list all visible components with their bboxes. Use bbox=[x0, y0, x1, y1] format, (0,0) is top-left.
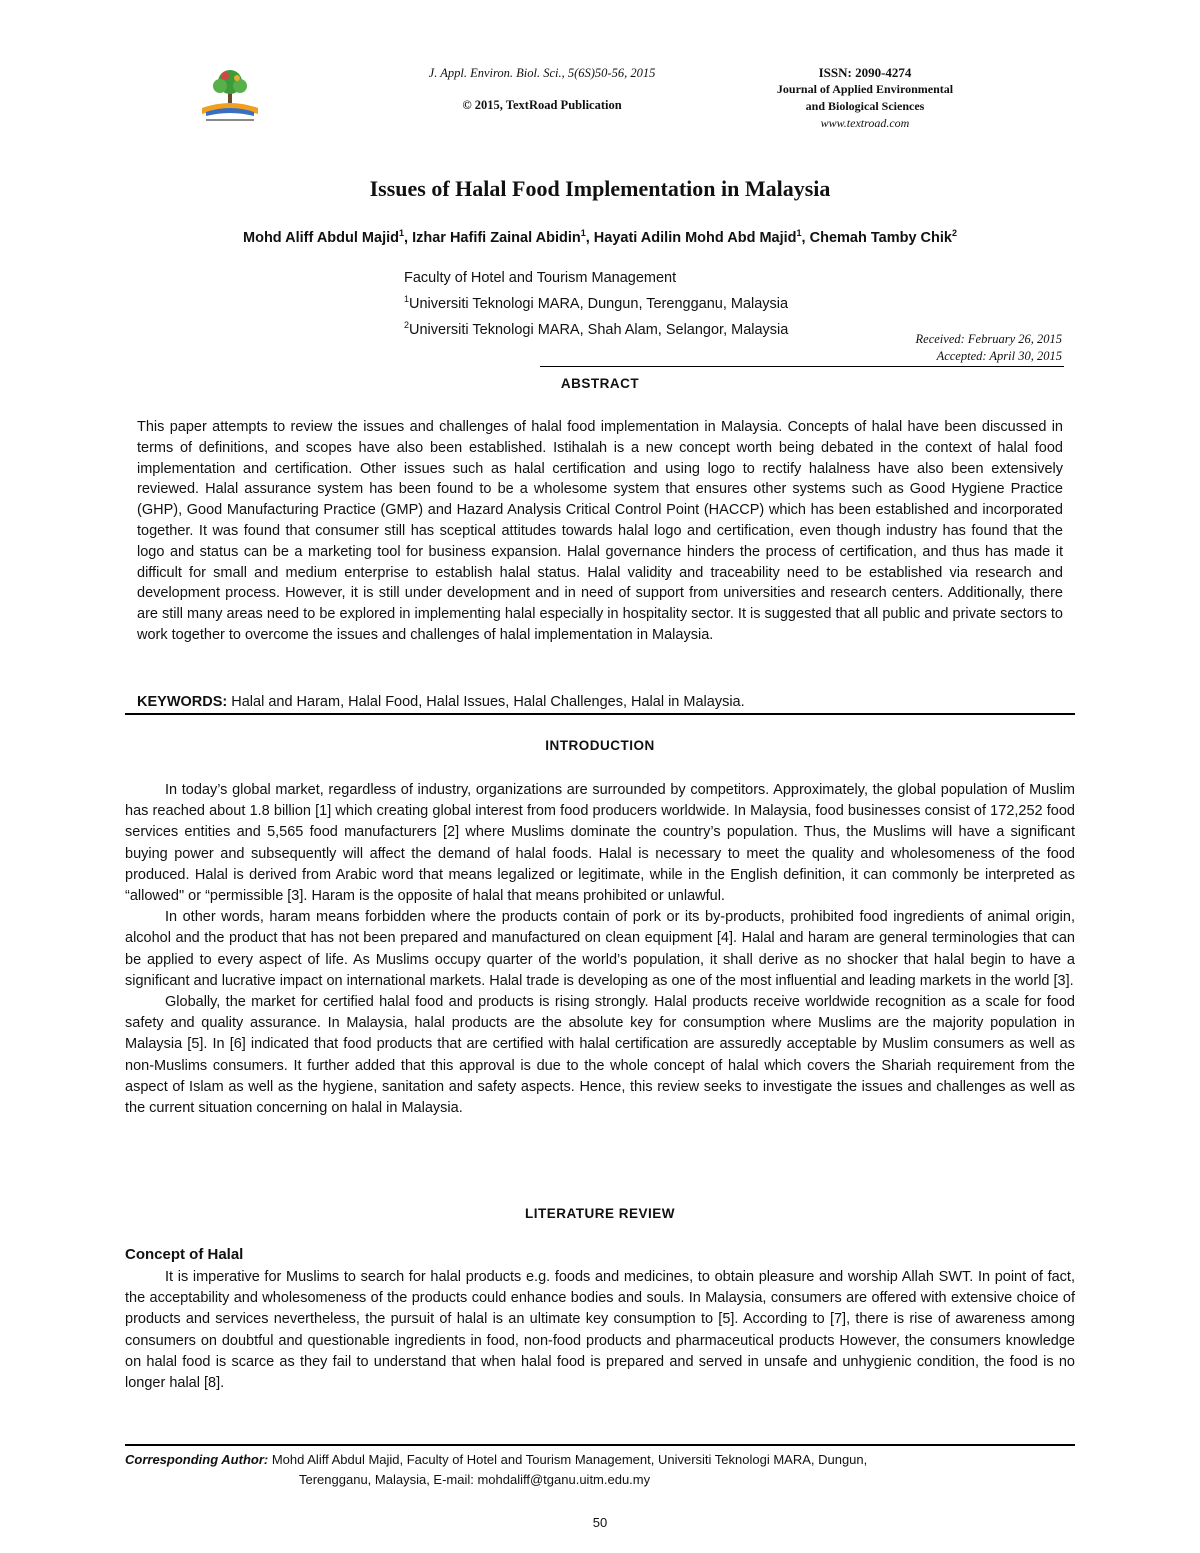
accepted-date: Accepted: April 30, 2015 bbox=[936, 349, 1062, 363]
paragraph: In today’s global market, regardless of industry, organizations are surrounded by competitors. Approximately, the global population of Muslim has reached about 1.8 billion [1] which creating global interest from food producers worldwide. In Malaysia, food businesses consist of 172,252 food services entities and 5,565 food manufacturers [2] where Muslims dominate the country’s population. Thus, the Muslims will have a significant buying power and subsequently will affect the demand of halal foods. Halal is necessary to meet the quality and wholesomeness of the food produced. Halal is derived from Arabic word that means legalized or legitimate, while in the English definition, it can commonly be interpreted as “allowed" or “permissible [3]. Haram is the opposite of halal that means prohibited or unlawful. bbox=[125, 782, 1075, 905]
submission-dates bbox=[916, 331, 1062, 365]
abstract-text: This paper attempts to review the issues and challenges of halal food implementation in Malaysia. Concepts of halal have been discussed in terms of definitions, and scopes have also been established. Istihalah is a new concept worth being debated in the context of halal food implementation and certification. Other issues such as halal certification and using logo to rectify halalness have also been extensively reviewed. Halal assurance system has been found to be a wholesome system that ensures other systems such as Good Hygiene Practice (GHP), Good Manufacturing Practice (GMP) and Hazard Analysis Critical Control Point (HACCP) which has been established and incorporated together. It was found that consumer still has sceptical attitudes towards halal logo and certification, even though industry has found that the logo and status can be a marketing tool for business expansion. Halal governance hinders the process of certification, and thus has made it difficult for small and medium enterprise to establish halal status. Halal validity and traceability need to be established via research and development process. However, it is still under development and in need of support from universities and research centers. Additionally, there are still many areas need to be explored in implementing halal especially in hospitality sector. It is suggested that all public and private sectors to work together to overcome the issues and challenges of halal implementation in Malaysia. bbox=[137, 419, 1063, 643]
introduction-body bbox=[125, 780, 1075, 1119]
affiliation-text: Universiti Teknologi MARA, Dungun, Terengganu, Malaysia bbox=[409, 295, 789, 312]
header-citation-block bbox=[392, 64, 692, 115]
author-affiliation-mark: 1 bbox=[399, 228, 405, 238]
affiliations bbox=[360, 268, 840, 341]
corresponding-author-note bbox=[125, 1450, 1075, 1490]
author-affiliation-mark: 1 bbox=[796, 228, 802, 238]
footnote-divider bbox=[125, 1444, 1075, 1446]
author-affiliation-mark: 1 bbox=[580, 228, 586, 238]
journal-logo-icon bbox=[192, 68, 268, 126]
paper-title: Issues of Halal Food Implementation in Malaysia bbox=[369, 176, 831, 201]
abstract-divider bbox=[125, 713, 1075, 715]
corresponding-author-label: Corresponding Author: bbox=[125, 1452, 269, 1467]
paragraph: It is imperative for Muslims to search for halal products e.g. foods and medicines, to obtain pleasure and worship Allah SWT. In point of fact, the acceptability and wholesomeness of the products could enhance bodies and souls. In Malaysia, consumers are offered with extensive choice of products and services nevertheless, the pursuit of halal is an ultimate key consumption to [5]. According to [7], there is rise of awareness among consumers on doubtful and questionable ingredients in food, non-food products and pharmaceutical products However, the consumers knowledge on halal food is scarce as they fail to understand that when halal food is prepared and served in unsafe and unhygienic condition, the food is no longer halal [8]. bbox=[125, 1269, 1075, 1392]
author-separator: , bbox=[404, 229, 413, 246]
received-date: Received: February 26, 2015 bbox=[915, 332, 1062, 346]
journal-url[interactable]: www.textroad.com bbox=[820, 116, 910, 130]
paragraph: In other words, haram means forbidden where the products contain of pork or its by-products, prohibited food ingredients of animal origin, alcohol and the product that has not been prepared and manufactured on clean equipment [4]. Halal and haram are general terminologies that can be applied to every aspect of life. As Muslims occupy quarter of the world’s population, it shall derive as no shocker that halal begin to have a significant and lucrative impact on international markets. Halal trade is developing as one of the most influential and leading markets in the world [3]. bbox=[125, 909, 1075, 989]
literature-review-body bbox=[125, 1267, 1075, 1394]
dates-divider bbox=[540, 366, 1064, 367]
paragraph: Globally, the market for certified halal food and products is rising strongly. Halal products receive worldwide recognition as a scale for food safety and quality assurance. In Malaysia, halal products are the absolute key for consumption where Muslims are the majority population in Malaysia [5]. In [6] indicated that food products that are certified with halal certification are assuredly acceptable by Muslim consumers as well as non-Muslims consumers. It further added that this approval is due to the whole concept of halal which covers the Shariah requirement from the aspect of Islam as well as the hygiene, sanitation and safety aspects. Hence, this review seeks to investigate the issues and challenges as well as the current situation concerning on halal in Malaysia. bbox=[125, 994, 1075, 1117]
author-separator: , bbox=[801, 229, 810, 246]
author: Mohd Aliff Abdul Majid bbox=[243, 229, 399, 246]
journal-citation: J. Appl. Environ. Biol. Sci., 5(6S)50-56, 2015 bbox=[428, 66, 656, 80]
journal-name-line1: Journal of Applied Environmental bbox=[776, 82, 954, 96]
corresponding-author-text: Mohd Aliff Abdul Majid, Faculty of Hotel and Tourism Management, Universiti Teknologi MARA, Dungun, bbox=[268, 1452, 868, 1467]
author-list bbox=[0, 228, 1200, 246]
author: Chemah Tamby Chik bbox=[809, 229, 952, 246]
affiliation-1 bbox=[360, 289, 840, 315]
faculty-name: Faculty of Hotel and Tourism Management bbox=[404, 270, 677, 286]
corresponding-author-contact: Terengganu, Malaysia, E-mail: mohdaliff@tganu.uitm.edu.my bbox=[299, 1472, 651, 1487]
introduction-heading: INTRODUCTION bbox=[545, 738, 655, 753]
literature-review-heading: LITERATURE REVIEW bbox=[525, 1206, 675, 1221]
author-affiliation-mark: 2 bbox=[951, 228, 957, 238]
affiliation-2 bbox=[360, 315, 840, 341]
keywords-list: Halal and Haram, Halal Food, Halal Issues, Halal Challenges, Halal in Malaysia. bbox=[227, 694, 745, 710]
keywords bbox=[137, 694, 1063, 710]
journal-name-line2: and Biological Sciences bbox=[805, 99, 925, 113]
affiliation-mark: 1 bbox=[404, 294, 410, 304]
subsection-heading: Concept of Halal bbox=[125, 1246, 244, 1263]
abstract-heading: ABSTRACT bbox=[560, 376, 640, 391]
affiliation-mark: 2 bbox=[404, 319, 410, 330]
author: Hayati Adilin Mohd Abd Majid bbox=[593, 229, 797, 246]
author-separator: , bbox=[585, 229, 594, 246]
header-journal-block bbox=[745, 64, 985, 132]
issn: ISSN: 2090-4274 bbox=[818, 65, 912, 80]
keywords-label: KEYWORDS: bbox=[137, 694, 228, 710]
affiliation-text: Universiti Teknologi MARA, Shah Alam, Selangor, Malaysia bbox=[409, 321, 789, 338]
author: Izhar Hafifi Zainal Abidin bbox=[412, 229, 581, 246]
publisher-copyright: © 2015, TextRoad Publication bbox=[462, 98, 622, 112]
page-number: 50 bbox=[592, 1515, 608, 1530]
